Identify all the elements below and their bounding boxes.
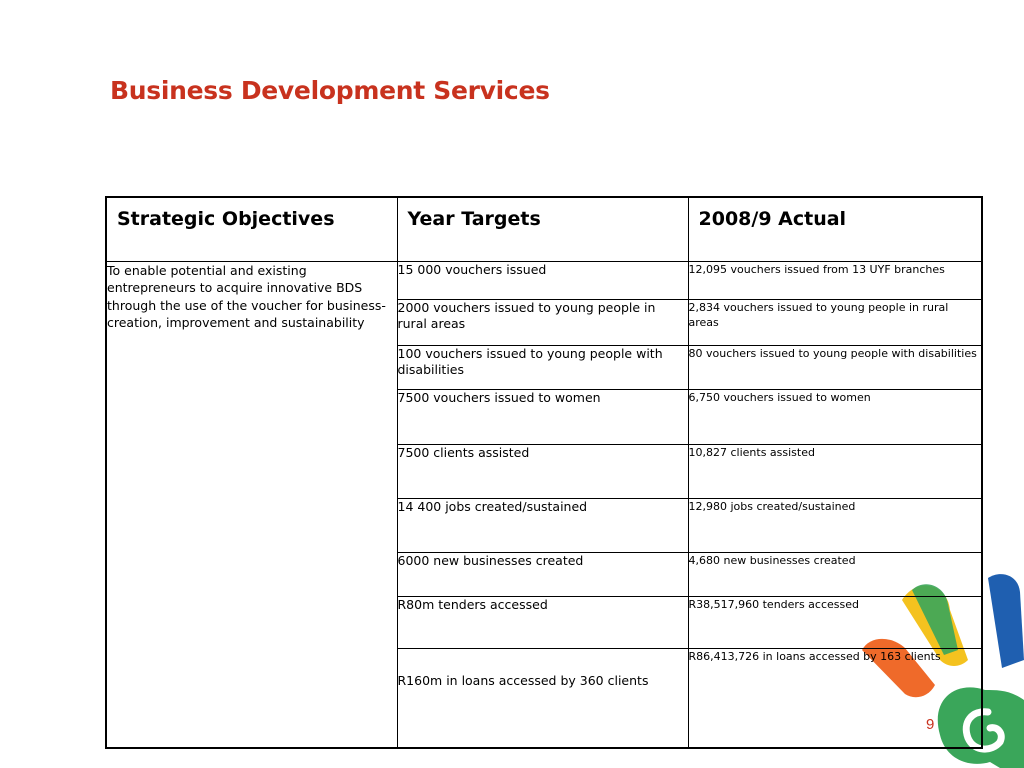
header-actual: 2008/9 Actual [688,197,982,261]
objectives-table [105,196,983,749]
target-cell: 7500 vouchers issued to women [397,389,688,444]
target-cell: 7500 clients assisted [397,444,688,498]
actual-cell: 80 vouchers issued to young people with disabilities [688,345,982,389]
actual-cell: 12,095 vouchers issued from 13 UYF branches [688,261,982,299]
target-cell: R160m in loans accessed by 360 clients [397,648,688,748]
target-cell: 14 400 jobs created/sustained [397,498,688,552]
target-cell: 2000 vouchers issued to young people in rural areas [397,299,688,345]
header-strategic-objectives: Strategic Objectives [106,197,397,261]
actual-cell: 4,680 new businesses created [688,552,982,596]
actual-cell: 10,827 clients assisted [688,444,982,498]
strategic-objective-cell: To enable potential and existing entrepreneurs to acquire innovative BDS through the use of the voucher for business- creation, improvement and sustainability [106,261,397,748]
logo-blue-petal [988,574,1024,668]
target-cell: 100 vouchers issued to young people with disabilities [397,345,688,389]
page-number: 9 [926,716,935,733]
actual-cell: R38,517,960 tenders accessed [688,596,982,648]
table-header-row [106,197,982,261]
header-year-targets: Year Targets [397,197,688,261]
actual-cell: 2,834 vouchers issued to young people in rural areas [688,299,982,345]
actual-cell: 6,750 vouchers issued to women [688,389,982,444]
target-cell: 15 000 vouchers issued [397,261,688,299]
actual-cell: R86,413,726 in loans accessed by 163 clients [688,648,982,748]
table-row [106,261,982,299]
actual-cell: 12,980 jobs created/sustained [688,498,982,552]
target-cell: 6000 new businesses created [397,552,688,596]
slide-title: Business Development Services [110,76,550,105]
target-cell: R80m tenders accessed [397,596,688,648]
